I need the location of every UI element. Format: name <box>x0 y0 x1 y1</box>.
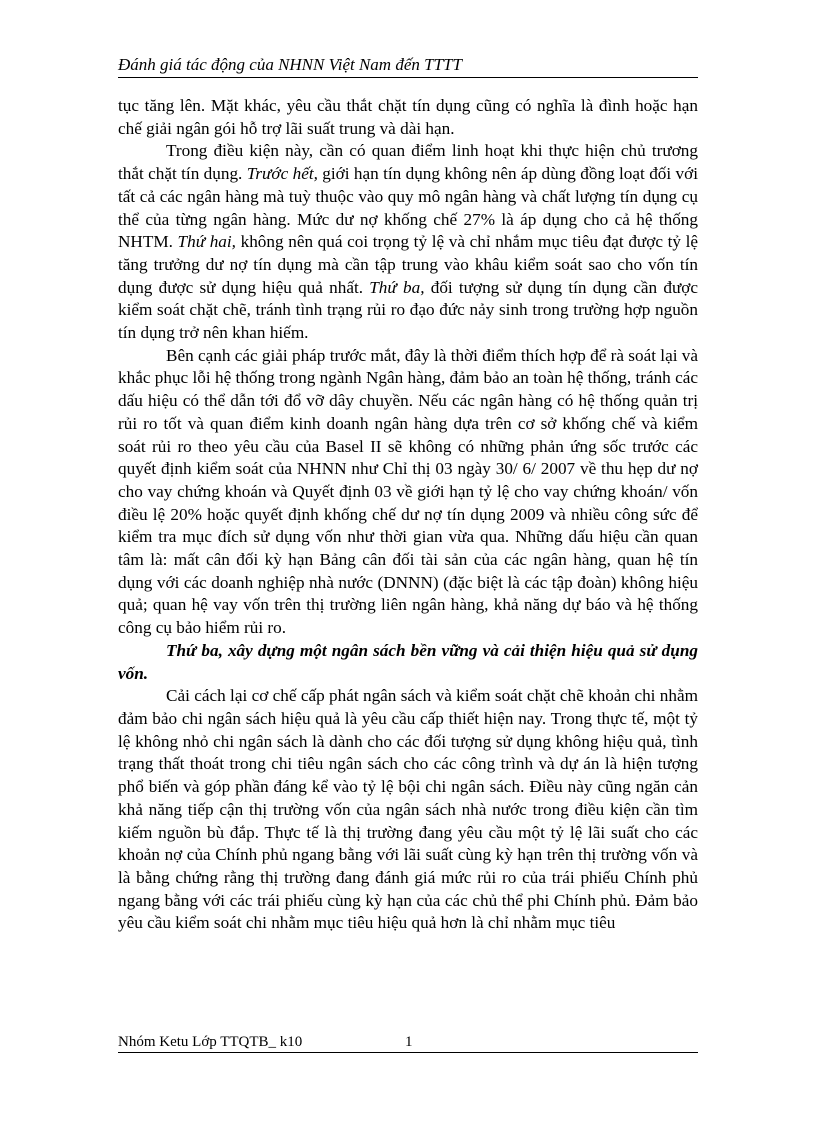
paragraph-banking-system: Bên cạnh các giải pháp trước mắt, đây là thời điểm thích hợp để rà soát lại và khắc phục lỗi hệ thống trong ngành Ngân hàng, đảm bảo an toàn hệ thống, tránh các dấu hiệu có thể dẫn tới đổ vỡ dây chuyền. Nếu các ngân hàng có hệ thống quản trị rủi ro tốt và quan điểm kinh doanh ngân hàng dựa trên cơ sở khống chế và kiểm soát rủi ro theo yêu cầu của Basel II sẽ không có những phản ứng sốc trước các quyết định kiểm soát của NHNN như Chỉ thị 03 ngày 30/ 6/ 2007 về thu hẹp dư nợ cho vay chứng khoán và Quyết định 03 về giới hạn tỷ lệ cho vay chứng khoán/ vốn điều lệ 20% hoặc quyết định khống chế dư nợ tín dụng 2009 và nhiều công sức để kiểm tra mục đích sử dụng vốn như thời gian vừa qua. Những dấu hiệu cần quan tâm là: mất cân đối kỳ hạn Bảng cân đối tài sản của các ngân hàng, quan hệ tín dụng với các doanh nghiệp nhà nước (DNNN) (đặc biệt là các tập đoàn) không hiệu quả; quan hệ vay vốn trên thị trường liên ngân hàng, khả năng dự báo và hệ thống công cụ bảo hiểm rủi ro. <box>118 345 698 638</box>
footer-group-name: Nhóm Ketu Lớp TTQTB_ k10 <box>118 1034 303 1050</box>
paragraph-text: giới hạn tín dụng không nên áp dùng đồng loạt đối với tất cả các ngân hàng mà tuỳ thuộc vào quy mô ngân hàng và chất lượng tín dụng cụ thể của từng ngân hàng. Mức dư nợ khống chế 27% là áp dụng cho cả hệ thống NHTM. <box>118 164 698 252</box>
emphasis-first: Trước hết, <box>246 164 318 184</box>
emphasis-third: Thứ ba, <box>369 277 425 297</box>
page-body <box>118 95 698 935</box>
paragraph-text: đối tượng sử dụng tín dụng cần được kiểm soát chặt chẽ, tránh tình trạng rủi ro đạo đức nảy sinh trong trường hợp nguồn tín dụng trở nên khan hiếm. <box>118 277 698 343</box>
paragraph-budget-reform: Cải cách lại cơ chế cấp phát ngân sách và kiểm soát chặt chẽ khoản chi nhằm đảm bảo chi ngân sách hiệu quả là yêu cầu cấp thiết hiện nay. Trong thực tế, một tỷ lệ không nhỏ chi ngân sách là dành cho các đối tượng sử dụng không hiệu quả, tình trạng thất thoát trong chi tiêu ngân sách cho các công trình và dự án là hiện tượng phổ biến và góp phần đáng kể vào tỷ lệ bội chi ngân sách. Điều này cũng ngăn cản khả năng tiếp cận thị trường vốn của ngân sách nhà nước trong điều kiện cần tìm kiếm nguồn bù đắp. Thực tế là thị trường đang yêu cầu một tỷ lệ lãi suất cho các khoản nợ của Chính phủ ngang bằng với lãi suất cùng kỳ hạn trên thị trường vốn và là bằng chứng rằng thị trường đang đánh giá mức rủi ro của trái phiếu Chính phủ ngang bằng với các trái phiếu cùng kỳ hạn của các chủ thể phi Chính phủ. Đảm bảo yêu cầu kiểm soát chi nhằm mục tiêu hiệu quả hơn là chỉ nhằm mục tiêu <box>118 686 698 933</box>
section-heading: Thứ ba, xây dựng một ngân sách bền vững và cải thiện hiệu quả sử dụng vốn. <box>118 640 698 683</box>
page-header <box>118 53 698 78</box>
paragraph-continuation: tục tăng lên. Mặt khác, yêu cầu thắt chặt tín dụng cũng có nghĩa là đình hoặc hạn chế giải ngân gói hỗ trợ lãi suất trung và dài hạn. <box>118 96 698 138</box>
page-number: 1 <box>405 1034 413 1050</box>
emphasis-second: Thứ hai, <box>177 232 236 252</box>
header-title: Đánh giá tác động của NHNN Việt Nam đến TTTT <box>118 55 462 74</box>
paragraph-credit-policy <box>118 140 698 344</box>
paragraph-text: Trong điều kiện này, cần có quan điểm linh hoạt khi thực hiện chủ trương thắt chặt tín dụng. <box>118 141 698 184</box>
paragraph-text: không nên quá coi trọng tỷ lệ và chỉ nhắm mục tiêu đạt được tỷ lệ tăng trưởng dư nợ tín dụng mà cần tập trung vào khâu kiểm soát sao cho vốn tín dụng được sử dụng hiệu quả nhất. <box>118 232 698 297</box>
page-footer <box>118 1032 698 1053</box>
